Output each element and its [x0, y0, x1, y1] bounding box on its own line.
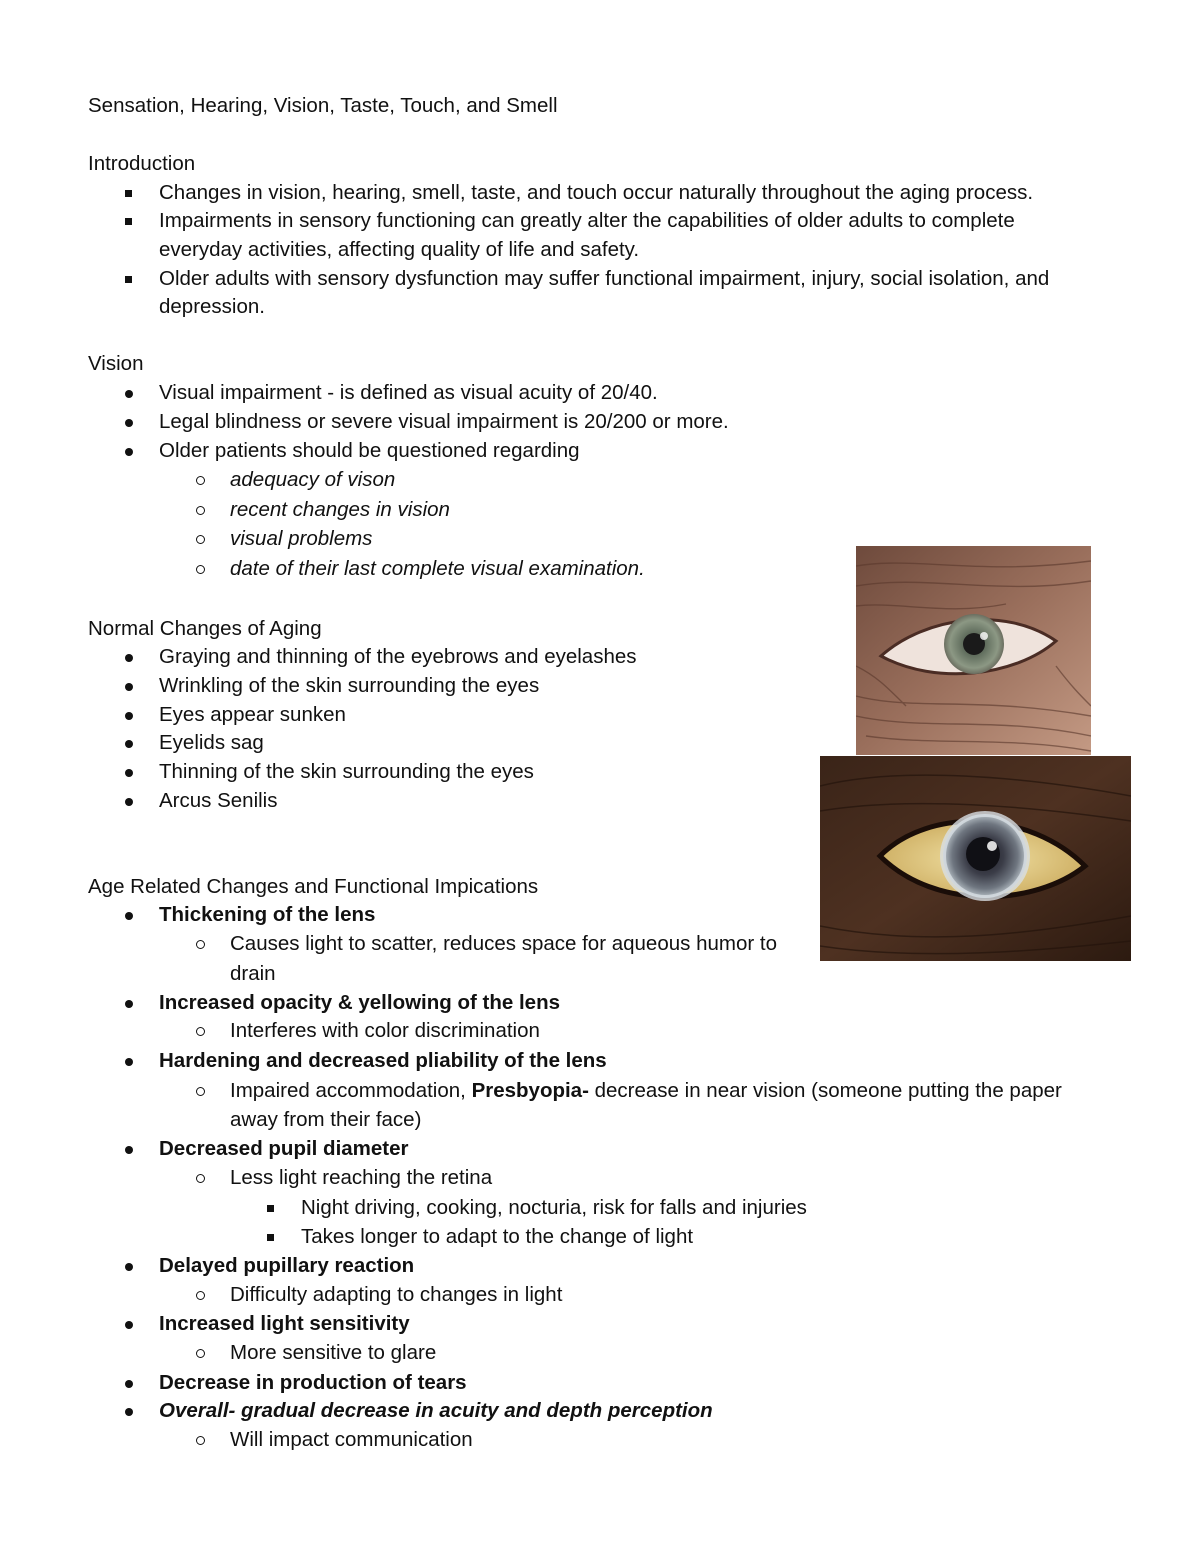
aging-eye-photo [856, 546, 1091, 755]
document-page: Sensation, Hearing, Vision, Taste, Touch, and Smell Introduction Changes in vision, hearing, smell, taste, and touch occur naturally throughout the aging process. Impairments in sensory functioning can greatly alter the capabilities of older adults to complete everyday activities, affecting quality of life and safety. Older adults with sensory dysfunction may suffer functional impairment, injury, social isolation, and depression. Vision Visual impairment - is defined as visual acuity of 20/40. Legal blindness or severe visual impairment is 20/200 or more. Older patients should be questioned regarding adequacy of vison recent changes in vision visual problems date of their last complete visual examination. Normal Changes of Aging Graying and thinning of the eyebrows and eyelashes Wrinkling of the skin surrounding the eyes Eyes appear sunken Eyelids sag Thinning of the skin surrounding the eyes Arcus Senilis Age Related Changes and Functional Impications Thickening of the lens Causes light to scatter, reduces space for aqueous humor to drain Increased opacity & yellowing of the lens Interferes with color discrimination Hardening and decreased pliability of the lens Impaired accommodation, Presbyopia- decrease in near vision (someone putting the paper away from their face) Decreased pupil diameter Less light reaching the retina Night driving, cooking, nocturia, risk for falls and injuries Takes longer to adapt to the change of light Delayed pupillary reaction Difficulty adapting to changes in light Increased light sensitivity More sensitive to glare Decrease in production of tears Overall- gradual decrease in acuity and depth perception Will impact communication [0, 0, 1200, 1553]
circle-bullet-icon [196, 535, 205, 544]
circle-bullet-icon [196, 565, 205, 574]
bullet-icon [125, 712, 133, 720]
bullet-icon [125, 740, 133, 748]
circle-bullet-icon [196, 1027, 205, 1036]
circle-bullet-icon [196, 476, 205, 485]
circle-bullet-icon [196, 1291, 205, 1300]
square-bullet-icon [125, 218, 132, 225]
bullet-icon [125, 1146, 133, 1154]
bullet-icon [125, 1408, 133, 1416]
bullet-icon [125, 798, 133, 806]
bullet-icon [125, 390, 133, 398]
bullet-icon [125, 769, 133, 777]
bullet-icon [125, 912, 133, 920]
arcus-senilis-illustration [820, 756, 1131, 961]
square-bullet-icon [267, 1205, 274, 1212]
circle-bullet-icon [196, 1349, 205, 1358]
aging-eye-illustration [856, 546, 1091, 755]
square-bullet-icon [125, 190, 132, 197]
circle-bullet-icon [196, 1174, 205, 1183]
bullet-icon [125, 1000, 133, 1008]
circle-bullet-icon [196, 1436, 205, 1445]
bullet-icon [125, 419, 133, 427]
bullet-icon [125, 1321, 133, 1329]
presbyopia-term: Presbyopia- [471, 1079, 589, 1102]
bullet-icon [125, 654, 133, 662]
circle-bullet-icon [196, 1087, 205, 1096]
bullet-icon [125, 683, 133, 691]
bullet-icon [125, 1380, 133, 1388]
square-bullet-icon [125, 276, 132, 283]
square-bullet-icon [267, 1234, 274, 1241]
arcus-senilis-photo [820, 756, 1131, 961]
circle-bullet-icon [196, 940, 205, 949]
bullet-icon [125, 1058, 133, 1066]
bullet-icon [125, 1263, 133, 1271]
circle-bullet-icon [196, 506, 205, 515]
bullet-icon [125, 448, 133, 456]
